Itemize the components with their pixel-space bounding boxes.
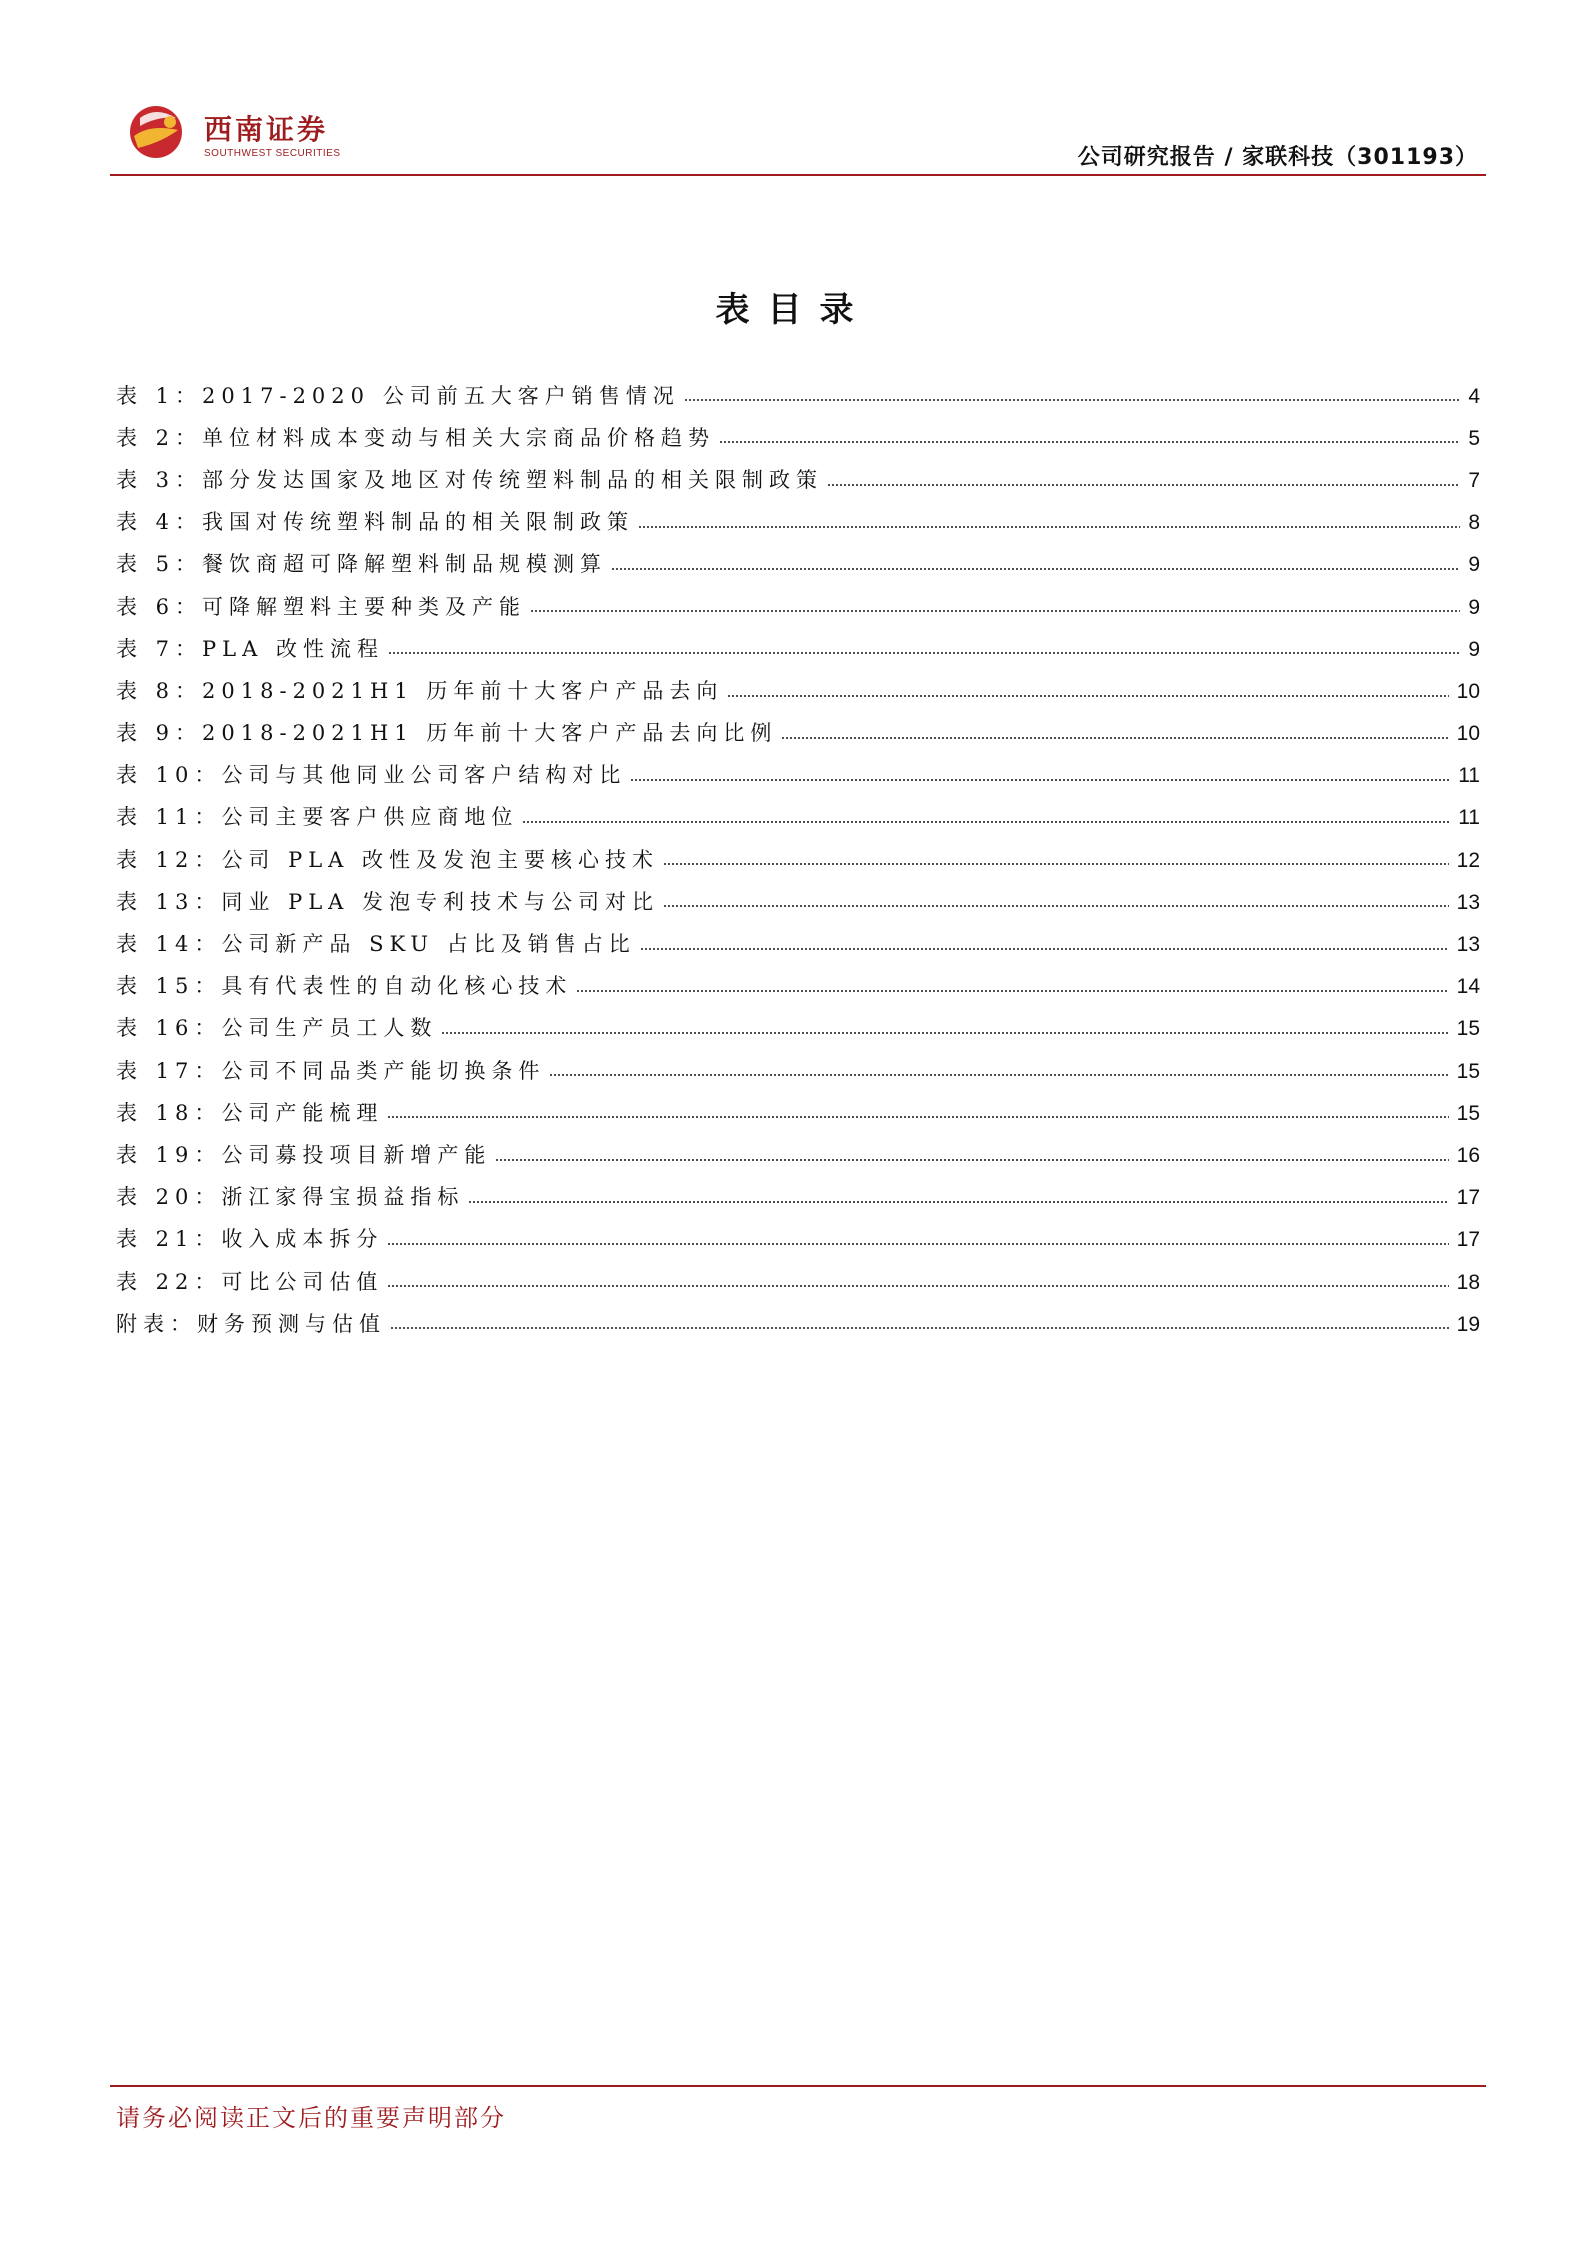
toc-leader-dots	[663, 860, 1449, 868]
toc-entry-page: 8	[1468, 511, 1480, 535]
toc-entry[interactable]	[116, 417, 1480, 459]
toc-entry[interactable]	[116, 839, 1480, 881]
toc-entry-label: 附表：财务预测与估值	[116, 1311, 386, 1336]
toc-entry-label: 表 19：公司募投项目新增产能	[116, 1142, 492, 1167]
toc-entry-label: 表 5：餐饮商超可降解塑料制品规模测算	[116, 552, 608, 577]
toc-entry-label: 表 18：公司产能梳理	[116, 1100, 384, 1125]
toc-entry[interactable]	[116, 670, 1480, 712]
toc-entry-label: 表 20：浙江家得宝损益指标	[116, 1185, 465, 1210]
toc-entry-label: 表 15：具有代表性的自动化核心技术	[116, 974, 573, 999]
page-title: 表目录	[715, 290, 872, 330]
toc-entry-page: 19	[1456, 1312, 1480, 1336]
toc-leader-dots	[530, 607, 1460, 615]
toc-leader-dots	[387, 1282, 1448, 1290]
toc-entry-page: 16	[1456, 1143, 1480, 1167]
header-divider	[110, 174, 1486, 176]
toc-leader-dots	[522, 818, 1450, 826]
toc-entry-label: 表 12：公司 PLA 改性及发泡主要核心技术	[116, 847, 659, 872]
toc-entry-page: 9	[1468, 553, 1480, 577]
toc-leader-dots	[495, 1156, 1448, 1164]
toc-entry-page: 10	[1456, 679, 1480, 703]
toc-entry[interactable]	[116, 966, 1480, 1008]
toc-entry-label: 表 22：可比公司估值	[116, 1269, 384, 1294]
toc-entry[interactable]	[116, 628, 1480, 670]
toc-leader-dots	[390, 1324, 1449, 1332]
toc-leader-dots	[640, 945, 1449, 953]
toc-leader-dots	[630, 776, 1450, 784]
toc-entry[interactable]	[116, 713, 1480, 755]
toc-entry[interactable]	[116, 1008, 1480, 1050]
toc-entry-label: 表 17：公司不同品类产能切换条件	[116, 1058, 546, 1083]
toc-entry-label: 表 7：PLA 改性流程	[116, 636, 384, 661]
toc-entry-page: 7	[1468, 468, 1480, 492]
toc-entry[interactable]	[116, 1261, 1480, 1303]
toc-entry[interactable]	[116, 755, 1480, 797]
toc-entry-page: 18	[1456, 1270, 1480, 1294]
toc-entry[interactable]	[116, 1134, 1480, 1176]
toc-entry-page: 11	[1458, 764, 1480, 788]
toc-entry[interactable]	[116, 1092, 1480, 1134]
toc-entry[interactable]	[116, 1303, 1480, 1345]
toc-entry[interactable]	[116, 586, 1480, 628]
toc-leader-dots	[727, 692, 1448, 700]
toc-entry[interactable]	[116, 459, 1480, 501]
toc-leader-dots	[663, 902, 1449, 910]
page-header	[110, 90, 1486, 176]
toc-leader-dots	[387, 1113, 1448, 1121]
table-of-tables	[116, 375, 1480, 1345]
toc-leader-dots	[827, 481, 1460, 489]
toc-entry-page: 17	[1456, 1228, 1480, 1252]
toc-entry[interactable]	[116, 1219, 1480, 1261]
toc-entry-page: 15	[1456, 1017, 1480, 1041]
footer-disclaimer: 请务必阅读正文后的重要声明部分	[116, 2104, 506, 2132]
toc-entry-label: 表 13：同业 PLA 发泡专利技术与公司对比	[116, 889, 659, 914]
toc-leader-dots	[781, 734, 1448, 742]
toc-entry[interactable]	[116, 544, 1480, 586]
toc-leader-dots	[576, 987, 1448, 995]
report-title: 公司研究报告 / 家联科技（301193）	[1077, 145, 1478, 170]
logo-english-name: SOUTHWEST SECURITIES	[204, 148, 341, 159]
toc-leader-dots	[611, 565, 1460, 573]
toc-entry-page: 10	[1456, 722, 1480, 746]
toc-entry-page: 9	[1468, 595, 1480, 619]
toc-entry-page: 11	[1458, 806, 1480, 830]
toc-entry[interactable]	[116, 375, 1480, 417]
toc-entry-label: 表 21：收入成本拆分	[116, 1227, 384, 1252]
toc-entry-label: 表 8：2018-2021H1 历年前十大客户产品去向	[116, 678, 724, 703]
toc-leader-dots	[549, 1071, 1448, 1079]
toc-entry[interactable]	[116, 1050, 1480, 1092]
toc-entry-page: 14	[1456, 975, 1480, 999]
company-logo	[120, 96, 450, 166]
toc-entry-page: 15	[1456, 1059, 1480, 1083]
toc-entry[interactable]	[116, 923, 1480, 965]
toc-entry-page: 12	[1456, 848, 1480, 872]
toc-entry-page: 5	[1468, 426, 1480, 450]
logo-chinese-name: 西南证券	[204, 113, 329, 146]
toc-entry-label: 表 4：我国对传统塑料制品的相关限制政策	[116, 510, 635, 535]
toc-entry-label: 表 10：公司与其他同业公司客户结构对比	[116, 763, 627, 788]
toc-entry-label: 表 11：公司主要客户供应商地位	[116, 805, 519, 830]
toc-leader-dots	[441, 1029, 1448, 1037]
toc-entry-page: 4	[1468, 384, 1480, 408]
toc-entry[interactable]	[116, 502, 1480, 544]
toc-leader-dots	[468, 1198, 1448, 1206]
toc-leader-dots	[684, 396, 1461, 404]
toc-entry-label: 表 14：公司新产品 SKU 占比及销售占比	[116, 932, 636, 957]
toc-leader-dots	[638, 523, 1460, 531]
toc-entry-label: 表 6：可降解塑料主要种类及产能	[116, 594, 527, 619]
toc-leader-dots	[387, 1240, 1448, 1248]
toc-entry-label: 表 1：2017-2020 公司前五大客户销售情况	[116, 383, 680, 408]
toc-entry-label: 表 9：2018-2021H1 历年前十大客户产品去向比例	[116, 721, 778, 746]
toc-entry-label: 表 16：公司生产员工人数	[116, 1016, 438, 1041]
toc-leader-dots	[388, 649, 1460, 657]
footer-divider	[110, 2085, 1486, 2087]
logo-emblem-icon	[120, 96, 200, 166]
toc-entry[interactable]	[116, 797, 1480, 839]
toc-entry-label: 表 3：部分发达国家及地区对传统塑料制品的相关限制政策	[116, 467, 824, 492]
toc-entry-page: 13	[1456, 933, 1480, 957]
toc-entry[interactable]	[116, 1177, 1480, 1219]
toc-entry-page: 17	[1456, 1186, 1480, 1210]
toc-entry-page: 15	[1456, 1101, 1480, 1125]
toc-entry-page: 9	[1468, 637, 1480, 661]
toc-entry[interactable]	[116, 881, 1480, 923]
toc-entry-page: 13	[1456, 890, 1480, 914]
toc-entry-label: 表 2：单位材料成本变动与相关大宗商品价格趋势	[116, 425, 716, 450]
toc-leader-dots	[719, 438, 1460, 446]
